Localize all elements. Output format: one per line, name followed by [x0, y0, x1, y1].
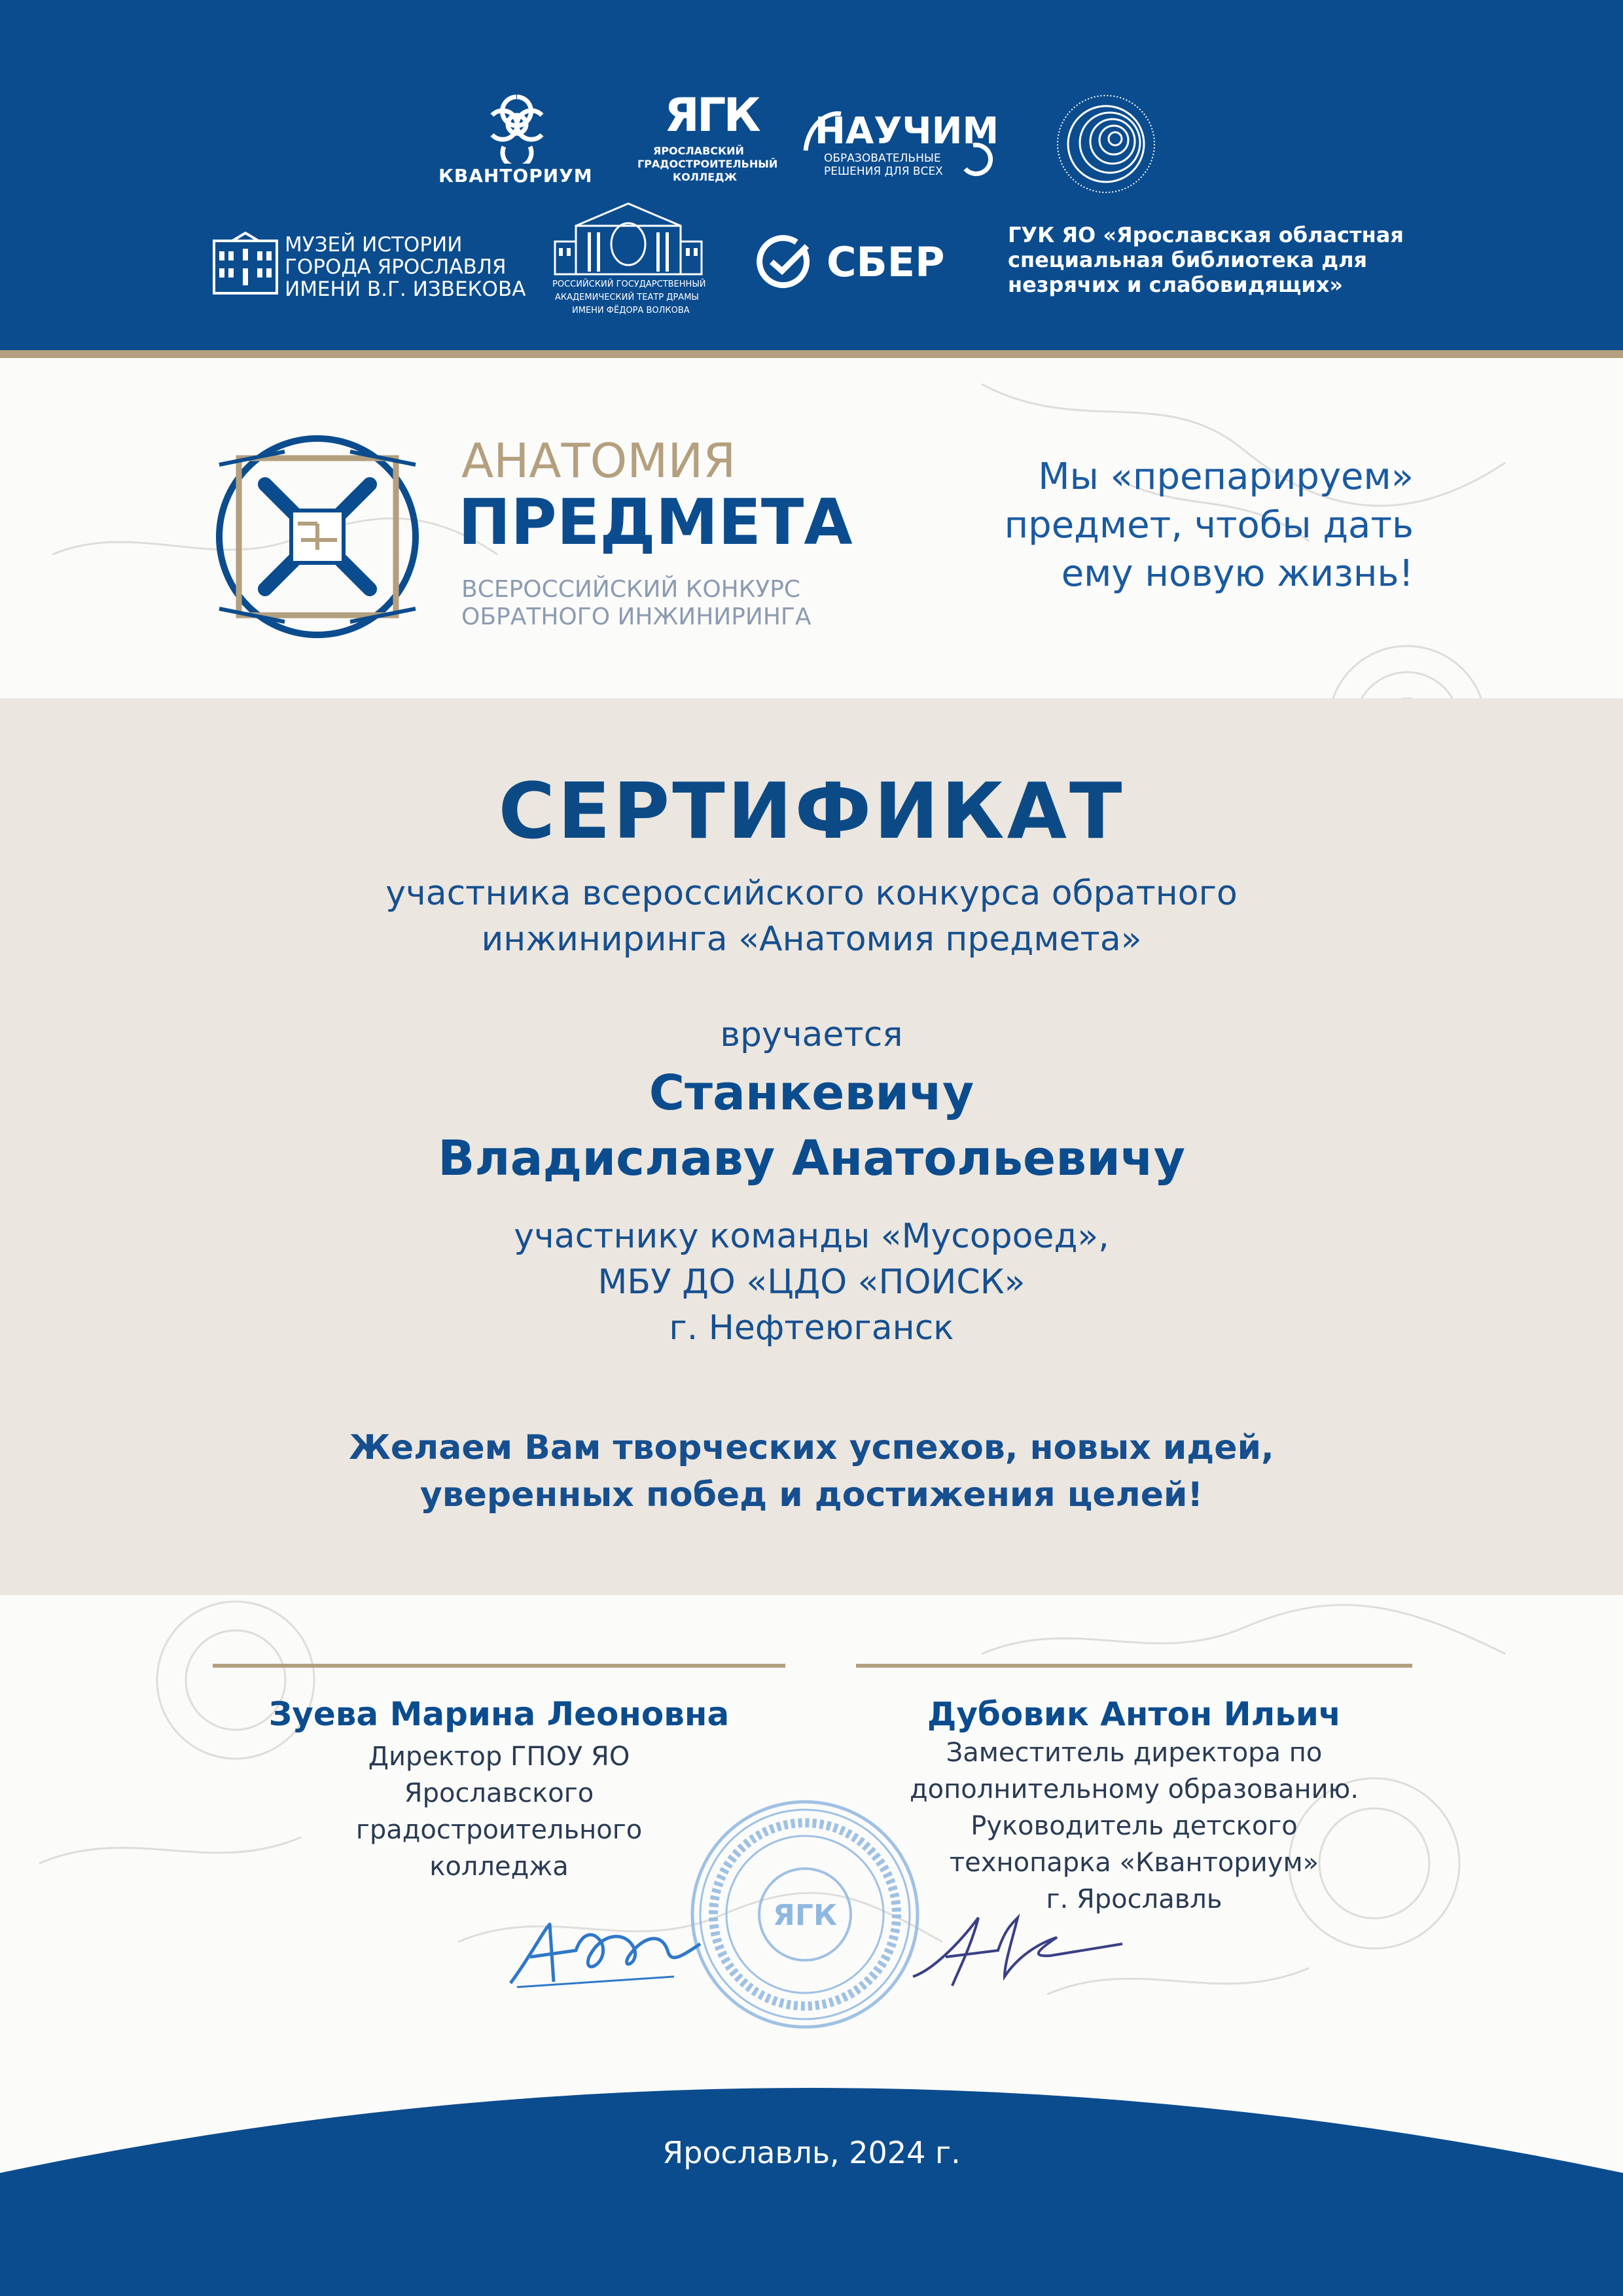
contest-title-line-1: АНАТОМИЯ [461, 433, 736, 488]
left-handwritten-signature [504, 1905, 713, 1996]
stamp-mark: ЯГК [773, 1899, 837, 1932]
library-line-1: ГУК ЯО «Ярославская областная [1008, 223, 1404, 247]
library-logo [1008, 223, 1414, 301]
recipient-name [0, 1060, 1623, 1191]
nauchim-arc-icon [802, 105, 1011, 183]
left-signatory-name: Зуева Марина Леоновна [268, 1695, 730, 1733]
museum-building-icon [213, 232, 278, 297]
nauchim-caption-1: ОБРАЗОВАТЕЛЬНЫЕ [824, 152, 941, 165]
contest-drone-logo [206, 425, 429, 648]
recipient-details [0, 1213, 1623, 1351]
theatre-logo [550, 200, 707, 324]
ygk-logo [635, 88, 778, 187]
right-role-line-1: Заместитель директора по [946, 1738, 1323, 1768]
certificate-subtitle [0, 870, 1623, 962]
left-role-line-3: градостроительного [355, 1815, 643, 1845]
wish-line-1: Желаем Вам творческих успехов, новых идей, [349, 1428, 1274, 1467]
right-role-line-5: г. Ярославль [1046, 1884, 1222, 1914]
wish-line-2: уверенных побед и достижения целей! [419, 1475, 1204, 1515]
library-line-3: незрячих и слабовидящих» [1008, 272, 1344, 297]
contest-subtitle-line-1: ВСЕРОССИЙСКИЙ КОНКУРС [461, 576, 801, 603]
nauchim-caption-2: РЕШЕНИЯ ДЛЯ ВСЕХ [824, 165, 943, 178]
slogan-line-3: ему новую жизнь! [1061, 552, 1414, 595]
ygk-caption-1: ЯРОСЛАВСКИЙ [653, 145, 744, 157]
details-line-3: г. Нефтеюганск [669, 1308, 954, 1348]
sber-logo [756, 234, 965, 293]
sber-checkmark-icon [756, 234, 812, 291]
theatre-line-3: ИМЕНИ ФЁДОРА ВОЛКОВА [572, 306, 690, 315]
slogan-line-1: Мы «препарируем» [1038, 456, 1414, 498]
recipient-name-line-1: Станкевичу [649, 1065, 974, 1121]
awarded-label: вручается [720, 1015, 903, 1054]
kvantorium-logo [432, 92, 602, 190]
left-role-line-1: Директор ГПОУ ЯО [368, 1742, 630, 1772]
theatre-line-1: РОССИЙСКИЙ ГОСУДАРСТВЕННЫЙ [552, 279, 706, 289]
contest-title-line-2: ПРЕДМЕТА [458, 486, 853, 559]
kvantorium-caption: КВАНТОРИУМ [438, 165, 593, 187]
footer-place-year: Ярославль, 2024 г. [662, 2135, 961, 2170]
subtitle-line-2: инжиниринга «Анатомия предмета» [481, 920, 1142, 959]
contest-subtitle-line-2: ОБРАТНОГО ИНЖИНИРИНГА [461, 603, 812, 630]
footer-band [0, 2062, 1623, 2296]
sber-wordmark: СБЕР [827, 238, 945, 286]
right-role-line-4: технопарка «Кванториум» [949, 1848, 1319, 1878]
museum-line-1: МУЗЕЙ ИСТОРИИ [285, 233, 463, 257]
left-role-line-2: Ярославского [404, 1778, 594, 1808]
museum-line-2: ГОРОДА ЯРОСЛАВЛЯ [285, 255, 507, 279]
right-signatory-name: Дубовик Антон Ильич [927, 1695, 1342, 1733]
theatre-line-2: АКАДЕМИЧЕСКИЙ ТЕАТР ДРАМЫ [555, 293, 699, 302]
details-line-2: МБУ ДО «ЦДО «ПОИСК» [597, 1263, 1026, 1302]
ygk-caption-2: ГРАДОСТРОИТЕЛЬНЫЙ [637, 158, 778, 170]
nauchim-logo [802, 105, 1011, 183]
right-handwritten-signature [906, 1905, 1129, 1996]
left-signature-line [213, 1664, 785, 1668]
header-gold-line [0, 350, 1623, 358]
ygk-caption-3: КОЛЛЕДЖ [673, 171, 738, 183]
right-role-line-2: дополнительному образованию. [909, 1774, 1359, 1804]
nauchim-mark: НАУЧИМ [815, 110, 999, 152]
slogan-line-2: предмет, чтобы дать [1004, 504, 1414, 547]
left-role-line-4: колледжа [429, 1852, 569, 1882]
right-signatory-role [856, 1734, 1412, 1918]
museum-line-3: ИМЕНИ В.Г. ИЗВЕКОВА [285, 278, 526, 301]
museum-logo [213, 229, 526, 301]
spiral-seal-logo [1054, 92, 1158, 196]
ygk-mark: ЯГК [664, 88, 758, 142]
kvantorium-icon [432, 92, 602, 164]
contest-slogan [929, 453, 1414, 598]
right-role-line-3: Руководитель детского [971, 1811, 1298, 1841]
right-signature-line [856, 1664, 1412, 1668]
theatre-building-icon [550, 200, 707, 278]
wish-text [0, 1424, 1623, 1518]
recipient-name-line-2: Владиславу Анатольевичу [438, 1130, 1185, 1187]
details-line-1: участнику команды «Мусороед», [514, 1217, 1109, 1256]
library-line-2: специальная библиотека для [1008, 247, 1368, 272]
subtitle-line-1: участника всероссийского конкурса обратного [385, 874, 1238, 913]
spiral-icon [1054, 92, 1158, 196]
college-stamp [687, 1797, 923, 2032]
certificate-title: СЕРТИФИКАТ [498, 766, 1125, 856]
